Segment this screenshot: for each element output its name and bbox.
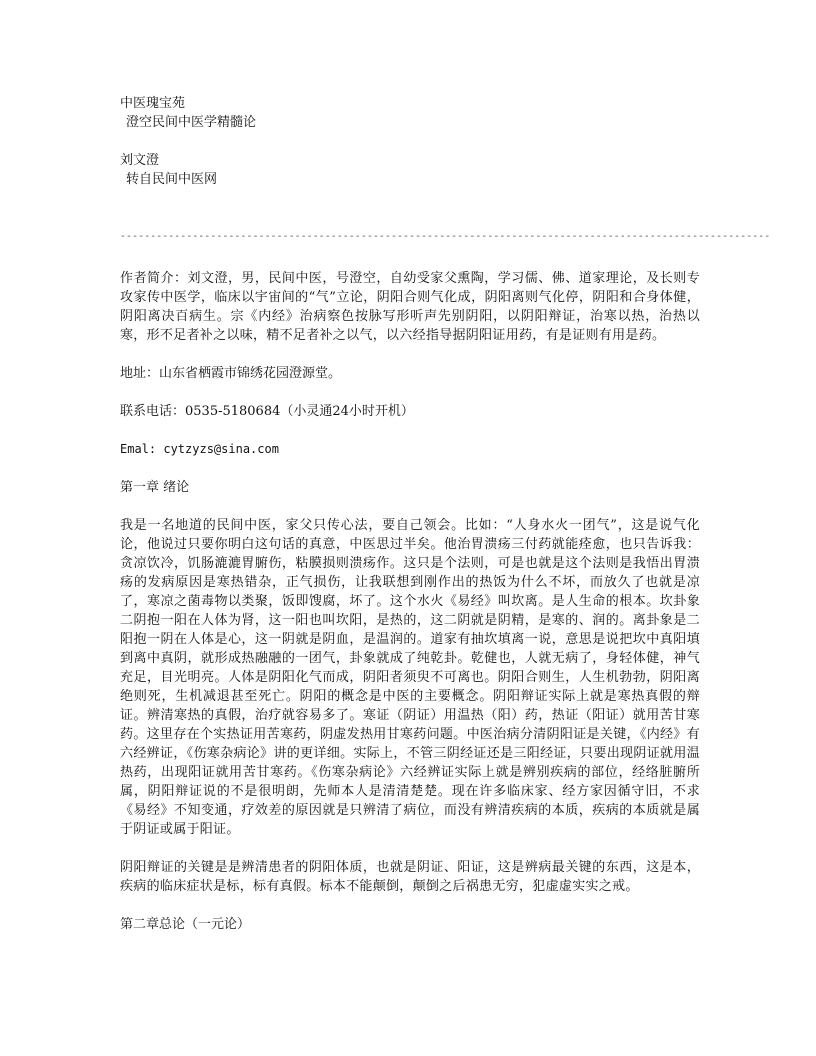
divider-line: ------------------------------------------------------------------------------------------------------------ xyxy=(120,231,771,242)
email-line: Emal: cytzyzs@sina.com xyxy=(120,442,279,456)
chapter-1-paragraph-1: 我是一名地道的民间中医，家父只传心法，要自己领会。比如：“人身水火一团气”，这是说气化论，他说过只要你明白这句话的真意，中医思过半矣。他治胃溃疡三付药就能痊愈，也只告诉我：贪凉饮冷，饥肠漉漉胃腑伤，粘膜损则溃疡作。这只是个法则，可是也就是这个法则是我悟出胃溃疡的发病原因是寒热错杂，正气损伤，让我联想到刚作出的热饭为什么不坏，而放久了也就是凉了，寒凉之菌毒物以类聚，饭即馊腐，坏了。这个水火《易经》叫坎离。是人生命的根本。坎卦象二阴抱一阳在人体为肾，这一阳也叫坎阳，是热的，这二阴就是阴精，是寒的、润的。离卦象是二阳抱一阴在人体是心，这一阴就是阴血，是温润的。道家有抽坎填离一说，意思是说把坎中真阳填到离中真阴，就形成热融融的一团气，卦象就成了纯乾卦。乾健也，人就无病了，身轻体健，神气充足，目光明亮。人体是阴阳化气而成，阴阳者须臾不可离也。阴阳合则生，人生机勃勃，阴阳离绝则死，生机减退甚至死亡。阴阳的概念是中医的主要概念。阴阳辩证实际上就是寒热真假的辩证。辨清寒热的真假，治疗就容易多了。寒证（阴证）用温热（阳）药，热证（阳证）就用苦甘寒药。这里存在个实热证用苦寒药，阴虚发热用甘寒药问题。中医治病分清阴阳证是关键，《内经》有六经辨证，《伤寒杂病论》讲的更详细。实际上，不管三阴经证还是三阳经证，只要出现阴证就用温热药，出现阳证就用苦甘寒药。《伤寒杂病论》六经辨证实际上就是辨别疾病的部位，经络脏腑所属，阴阳辩证说的不是很明朗，先师本人是清清楚楚。现在许多临床家、经方家因循守旧，不求《易经》不知变通，疗效差的原因就是只辨清了病位，而没有辨清疾病的本质，疾病的本质就是属于阴证或属于阳证。 xyxy=(120,518,700,837)
source-note: 转自民间中医网 xyxy=(126,172,218,187)
author-name: 刘文澄 xyxy=(120,153,160,168)
phone-line: 联系电话：0535-5180684（小灵通24小时开机） xyxy=(120,404,414,419)
chapter-1-paragraph-2: 阴阳辩证的关键是是辨清患者的阴阳体质，也就是阴证、阳证，这是辨病最关键的东西，这是本，疾病的临床症状是标，标有真假。标本不能颠倒，颠倒之后祸患无穷，犯虚虚实实之戒。 xyxy=(120,860,700,894)
site-title: 中医瑰宝苑 xyxy=(120,96,186,111)
article-title: 澄空民间中医学精髓论 xyxy=(126,115,257,130)
chapter-2-title: 第二章总论（一元论） xyxy=(120,917,251,932)
document-body xyxy=(120,94,771,934)
author-bio: 作者简介：刘文澄，男，民间中医，号澄空，自幼受家父熏陶，学习儒、佛、道家理论，及长则专攻家传中医学，临床以宇宙间的“气”立论，阴阳合则气化成，阴阳离则气化停，阴阳和合身体健，阴阳离决百病生。宗《内经》治病察色按脉写形听声先别阴阳，以阴阳辩证，治寒以热，治热以寒，形不足者补之以味，精不足者补之以气，以六经指导据阴阳证用药，有是证则有用是药。 xyxy=(120,271,700,343)
chapter-1-title: 第一章 绪论 xyxy=(120,480,190,495)
address-line: 地址：山东省栖霞市锦绣花园澄源堂。 xyxy=(120,366,342,381)
